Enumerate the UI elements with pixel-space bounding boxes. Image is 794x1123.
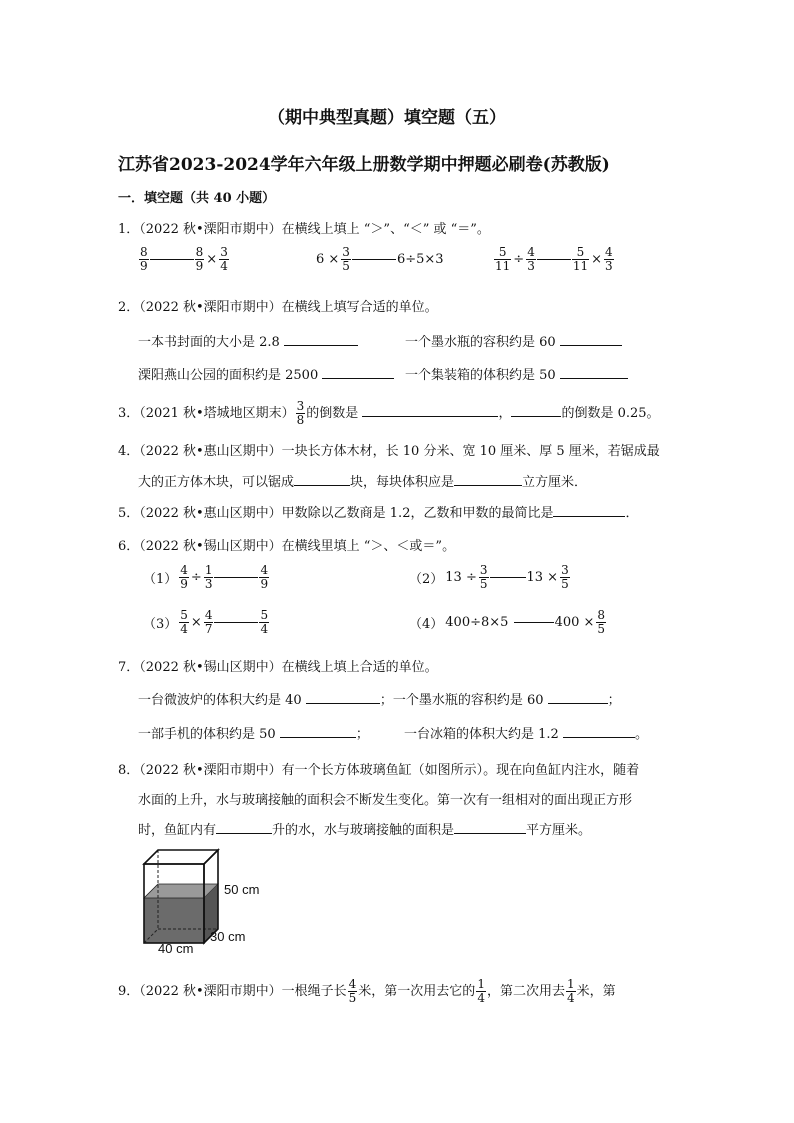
question-1-expr-3: $\frac{5}{11}$ ÷ $\frac{4}{3}$ $\frac{5}{11}$ × $\frac{4}{3}$ [495, 245, 613, 273]
fraction: $\frac{8}{9}$ [140, 245, 148, 273]
question-6-part-4: （4） 400÷8×5 400 × $\frac{8}{5}$ [409, 608, 606, 636]
fraction: $\frac{1}{3}$ [204, 563, 213, 591]
question-2-text: 2．（2022 秋•溧阳市期中）在横线上填写合适的单位。 [118, 300, 438, 315]
answer-blank[interactable] [514, 622, 554, 623]
question-4-line-2: 大的正方体木块，可以锯成 块，每块体积应是 立方厘米． [138, 471, 587, 490]
answer-blank[interactable] [294, 472, 350, 486]
answer-blank[interactable] [214, 622, 258, 623]
answer-blank[interactable] [362, 403, 498, 417]
question-6-text: 6．（2022 秋•锡山区期中）在横线里填上 “＞、＜或＝”。 [118, 539, 456, 554]
question-6-part-3: （3） $\frac{5}{4}$ × $\frac{4}{7}$ $\frac{5}{4}$ [143, 608, 269, 636]
fraction: $\frac{5}{4}$ [180, 608, 188, 636]
question-2-line-1a: 一本书封面的大小是 2.8 [138, 331, 358, 350]
fraction: $\frac{5}{11}$ [495, 245, 511, 273]
fraction: $\frac{8}{5}$ [597, 608, 606, 636]
question-9: 9．（2022 秋•溧阳市期中）一根绳子长 $\frac{4}{5}$ 米，第一次用去它的 $\frac{1}{4}$ ，第二次用去 $\frac{1}{4}$ 米，第 [118, 977, 616, 1005]
question-1-expr-1: $\frac{8}{9}$ $\frac{8}{9}$ × $\frac{3}{4}$ [140, 245, 228, 273]
page-subtitle: 江苏省2023-2024学年六年级上册数学期中押题必刷卷(苏教版) [118, 155, 610, 175]
fraction: $\frac{5}{4}$ [260, 608, 269, 636]
fraction: $\frac{8}{9}$ [195, 245, 204, 273]
question-5: 5．（2022 秋•惠山区期中）甲数除以乙数商是 1.2，乙数和甲数的最简比是 ． [118, 502, 638, 521]
tank-length-label: 40 cm [158, 941, 194, 956]
answer-blank[interactable] [511, 403, 561, 417]
answer-blank[interactable] [560, 365, 628, 379]
fraction: $\frac{4}{3}$ [527, 245, 535, 273]
answer-blank[interactable] [150, 259, 194, 260]
fraction: $\frac{3}{5}$ [561, 563, 569, 591]
tank-width-label: 30 cm [210, 929, 246, 944]
question-8-line-2: 水面的上升，水与玻璃接触的面积会不断发生变化。第一次有一组相对的面出现正方形 [138, 793, 633, 808]
question-1-text: 1．（2022 秋•溧阳市期中）在横线上填上 “＞”、“＜” 或 “＝”。 [118, 222, 490, 237]
question-1-expr-2: 6 × $\frac{3}{5}$ 6÷5×3 [316, 245, 444, 273]
question-4-line-1: 4．（2022 秋•惠山区期中）一块长方体木材，长 10 分米、宽 10 厘米、厚 5 厘米，若锯成最 [118, 444, 660, 459]
question-2-line-1b: 一个墨水瓶的容积约是 60 [405, 331, 622, 350]
question-7-line-1: 一台微波炉的体积大约是 40 ；一个墨水瓶的容积约是 60 ； [138, 689, 621, 708]
question-2-line-2b: 一个集装箱的体积约是 50 [405, 364, 628, 383]
answer-blank[interactable] [490, 577, 526, 578]
fraction: $\frac{3}{5}$ [479, 563, 488, 591]
fraction: $\frac{3}{8}$ [296, 399, 305, 427]
fraction: $\frac{4}{3}$ [605, 245, 613, 273]
fraction: $\frac{4}{7}$ [204, 608, 213, 636]
question-7-line-2b: 一台冰箱的体积大约是 1.2 。 [404, 723, 648, 742]
fraction: $\frac{5}{11}$ [572, 245, 589, 273]
question-8-line-1: 8．（2022 秋•溧阳市期中）有一个长方体玻璃鱼缸（如图所示）。现在向鱼缸内注水，随着 [118, 763, 640, 778]
water-front [144, 898, 204, 943]
fraction: $\frac{1}{4}$ [477, 977, 485, 1005]
answer-blank[interactable] [454, 820, 526, 834]
answer-blank[interactable] [454, 472, 522, 486]
answer-blank[interactable] [563, 724, 635, 738]
question-6-part-2: （2） 13 ÷ $\frac{3}{5}$ 13 × $\frac{3}{5}$ [409, 563, 569, 591]
answer-blank[interactable] [284, 332, 358, 346]
question-6-part-1: （1） $\frac{4}{9}$ ÷ $\frac{1}{3}$ $\frac{4}{9}$ [143, 563, 269, 591]
fraction: $\frac{4}{9}$ [180, 563, 188, 591]
question-3: 3．（2021 秋•塔城地区期末） $\frac{3}{8}$ 的倒数是 ， 的倒数是 0.25。 [118, 399, 660, 427]
answer-blank[interactable] [280, 724, 356, 738]
fraction: $\frac{3}{5}$ [342, 245, 350, 273]
fraction: $\frac{4}{5}$ [348, 977, 357, 1005]
question-7-line-2a: 一部手机的体积约是 50 ； [138, 723, 369, 742]
answer-blank[interactable] [214, 577, 258, 578]
question-2-line-2a: 溧阳燕山公园的面积约是 2500 [138, 364, 394, 383]
section-heading: 一．填空题（共 40 小题） [118, 191, 276, 206]
answer-blank[interactable] [306, 690, 380, 704]
fraction: $\frac{1}{4}$ [566, 977, 575, 1005]
answer-blank[interactable] [560, 332, 622, 346]
tank-height-label: 50 cm [224, 882, 260, 897]
answer-blank[interactable] [216, 820, 272, 834]
answer-blank[interactable] [553, 503, 625, 517]
question-7-text: 7．（2022 秋•锡山区期中）在横线上填上合适的单位。 [118, 660, 438, 675]
fraction: $\frac{4}{9}$ [260, 563, 269, 591]
answer-blank[interactable] [548, 690, 608, 704]
question-8-line-3: 时，鱼缸内有 升的水，水与玻璃接触的面积是 平方厘米。 [138, 819, 591, 838]
answer-blank[interactable] [322, 365, 394, 379]
page-title: （期中典型真题）填空题（五） [268, 108, 506, 128]
fraction: $\frac{3}{4}$ [220, 245, 228, 273]
answer-blank[interactable] [537, 259, 571, 260]
answer-blank[interactable] [352, 259, 396, 260]
